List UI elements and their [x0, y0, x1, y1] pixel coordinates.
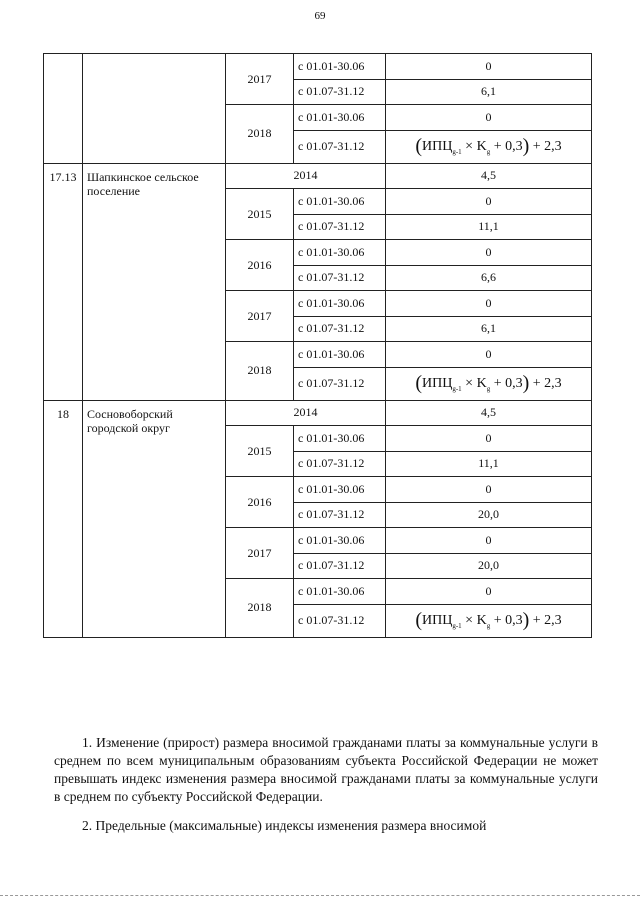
period-cell: с 01.07-31.12: [294, 130, 386, 163]
page-number: 69: [314, 10, 326, 22]
period-cell: с 01.01-30.06: [294, 189, 386, 215]
period-cell: с 01.01-30.06: [294, 579, 386, 605]
period-cell: с 01.07-31.12: [294, 214, 386, 240]
indices-table: [43, 53, 592, 638]
value-cell: 0: [386, 342, 592, 368]
value-cell: 0: [386, 291, 592, 317]
value-cell: 0: [386, 528, 592, 554]
period-cell: с 01.01-30.06: [294, 528, 386, 554]
value-cell: 0: [386, 240, 592, 266]
year-cell: 2016: [226, 477, 294, 528]
value-cell: 0: [386, 105, 592, 131]
value-cell: 4,5: [386, 163, 592, 189]
period-cell: с 01.01-30.06: [294, 342, 386, 368]
year-cell: 2018: [226, 579, 294, 638]
row-number: [44, 54, 83, 164]
value-cell: 0: [386, 477, 592, 503]
period-cell: с 01.07-31.12: [294, 316, 386, 342]
period-cell: с 01.01-30.06: [294, 54, 386, 80]
value-cell: 11,1: [386, 214, 592, 240]
period-cell: с 01.01-30.06: [294, 105, 386, 131]
paragraph-2: 2. Предельные (максимальные) индексы изменения размера вносимой: [82, 817, 487, 833]
value-cell: 11,1: [386, 451, 592, 477]
period-cell: с 01.07-31.12: [294, 79, 386, 105]
page-bottom-divider: [0, 895, 640, 896]
base-year-cell: 2014: [226, 163, 386, 189]
period-cell: с 01.01-30.06: [294, 426, 386, 452]
year-cell: 2015: [226, 426, 294, 477]
period-cell: с 01.07-31.12: [294, 265, 386, 291]
period-cell: с 01.01-30.06: [294, 477, 386, 503]
year-cell: 2018: [226, 105, 294, 164]
formula-cell: $(ИПЦ_{g-1} \times K_g + 0,3) + 2,3$: [386, 604, 592, 637]
period-cell: с 01.07-31.12: [294, 553, 386, 579]
table-row: [44, 400, 592, 426]
year-cell: 2017: [226, 54, 294, 105]
year-cell: 2016: [226, 240, 294, 291]
paragraph-1: 1. Изменение (прирост) размера вносимой гражданами платы за коммунальные услуги в среднем по всем муниципальным образованиям субъекта Российской Федерации не может превышать индекс изменения размера вносимой гражданами платы за коммунальные услуги в среднем по субъекту Российской Федерации.: [54, 734, 598, 804]
value-cell: 6,6: [386, 265, 592, 291]
base-year-cell: 2014: [226, 400, 386, 426]
period-cell: с 01.07-31.12: [294, 604, 386, 637]
municipality-name: Сосновоборский городской округ: [83, 400, 226, 637]
table-row: [44, 163, 592, 189]
formula-cell: $(ИПЦ_{g-1} \times K_g + 0,3) + 2,3$: [386, 130, 592, 163]
value-cell: 4,5: [386, 400, 592, 426]
value-cell: 6,1: [386, 316, 592, 342]
period-cell: с 01.07-31.12: [294, 367, 386, 400]
table-row: [44, 54, 592, 80]
year-cell: 2017: [226, 528, 294, 579]
value-cell: 0: [386, 54, 592, 80]
row-number: 17.13: [44, 163, 83, 400]
value-cell: 0: [386, 189, 592, 215]
year-cell: 2015: [226, 189, 294, 240]
year-cell: 2017: [226, 291, 294, 342]
value-cell: 20,0: [386, 502, 592, 528]
period-cell: с 01.07-31.12: [294, 451, 386, 477]
municipality-name: Шапкинское сельское поселение: [83, 163, 226, 400]
period-cell: с 01.01-30.06: [294, 240, 386, 266]
period-cell: с 01.07-31.12: [294, 502, 386, 528]
value-cell: 0: [386, 426, 592, 452]
year-cell: 2018: [226, 342, 294, 401]
value-cell: 6,1: [386, 79, 592, 105]
municipality-name: [83, 54, 226, 164]
period-cell: с 01.01-30.06: [294, 291, 386, 317]
value-cell: 20,0: [386, 553, 592, 579]
formula-cell: $(ИПЦ_{g-1} \times K_g + 0,3) + 2,3$: [386, 367, 592, 400]
row-number: 18: [44, 400, 83, 637]
value-cell: 0: [386, 579, 592, 605]
